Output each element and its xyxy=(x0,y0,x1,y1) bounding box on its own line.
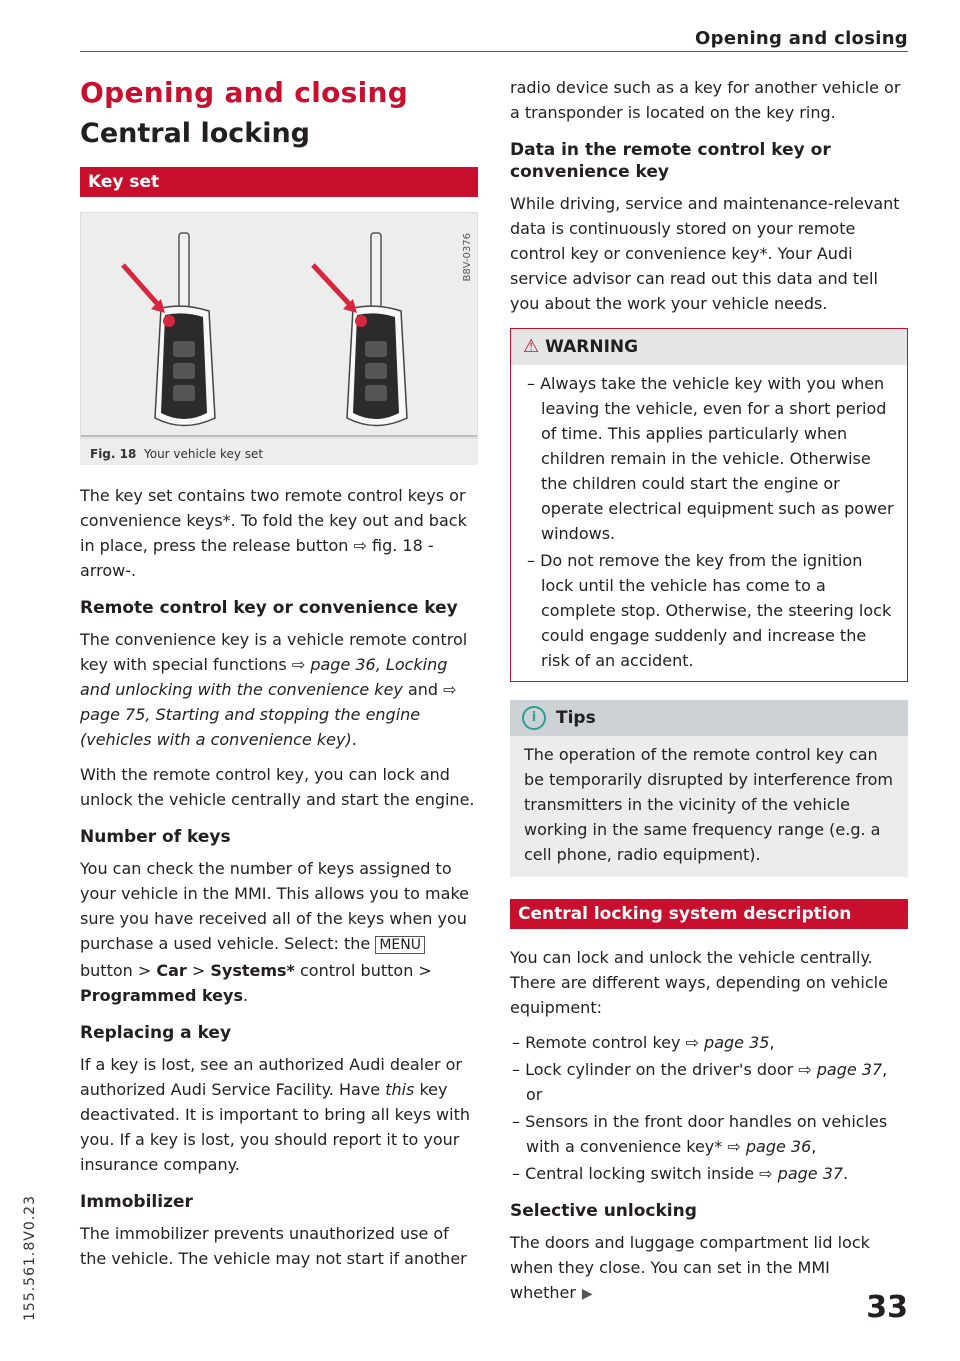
heading-data-in-key: Data in the remote control key or convenience key xyxy=(510,140,831,182)
arrow-right xyxy=(313,265,353,308)
heading-immobilizer: Immobilizer xyxy=(80,1192,193,1212)
list-item: – Lock cylinder on the driver's door ⇨ page 37, or xyxy=(512,1060,888,1104)
tips-body xyxy=(510,736,908,877)
paragraph-replacing-key: If a key is lost, see an authorized Audi dealer or authorized Audi Service Facility. Have this key deactivated. It is important to bring all keys with you. If a key is lost, you should report it to your insurance company. xyxy=(80,1055,470,1174)
warning-item: – Do not remove the key from the ignition lock until the vehicle has come to a complete stop. Otherwise, the steering lock could engage suddenly and increase the risk of an accident. xyxy=(527,551,892,670)
heading-selective-unlocking: Selective unlocking xyxy=(510,1201,697,1221)
paragraph-remote-lock: With the remote control key, you can lock and unlock the vehicle centrally and start the engine. xyxy=(80,765,475,809)
arrow-left xyxy=(123,265,161,308)
list-item: – Remote control key ⇨ page 35, xyxy=(512,1033,775,1052)
tips-header xyxy=(510,700,908,736)
paragraph-number-of-keys: You can check the number of keys assigned to your vehicle in the MMI. This allows you to make sure you have received all of the keys when you purchase a used vehicle. Select: the MENU button > Car > Systems* control button > Programmed keys. xyxy=(80,859,469,1005)
warning-triangle-icon: ⚠ xyxy=(523,336,540,357)
paragraph-data-in-key: While driving, service and maintenance-relevant data is continuously stored on your remote control key or convenience key*. Your Audi service advisor can read out this data and tell you about the work your vehicle needs. xyxy=(510,194,900,313)
warning-title: WARNING xyxy=(545,337,639,357)
tips-title: Tips xyxy=(556,708,596,728)
key-left xyxy=(155,233,215,426)
figure-label: Fig. 18 xyxy=(90,447,137,461)
warning-item: – Always take the vehicle key with you when leaving the vehicle, even for a short period of time. This applies particularly when children remain in the vehicle. Otherwise the children could start the engine or operate electrical equipment such as power windows. xyxy=(527,374,894,543)
info-icon: i xyxy=(522,706,546,730)
section-bar-central-locking: Central locking system description xyxy=(510,899,908,929)
paragraph-immobilizer: The immobilizer prevents unauthorized use of the vehicle. The vehicle may not start if another xyxy=(80,1224,467,1268)
heading-number-of-keys: Number of keys xyxy=(80,827,231,847)
page-number: 33 xyxy=(866,1290,908,1325)
chapter-title: Opening and closing xyxy=(80,76,409,109)
tips-text: The operation of the remote control key can be temporarily disrupted by interference from transmitters in the vicinity of the vehicle working in the same frequency range (e.g. a cell phone, radio equipment). xyxy=(524,745,893,864)
heading-remote-control-key: Remote control key or convenience key xyxy=(80,598,458,618)
paragraph-radio-device: radio device such as a key for another vehicle or a transponder is located on the key ring. xyxy=(510,78,901,122)
heading-replacing-key: Replacing a key xyxy=(80,1023,232,1043)
warning-box xyxy=(510,328,908,682)
header-rule xyxy=(80,51,908,52)
warning-header xyxy=(511,329,907,365)
figure-code: B8V-0376 xyxy=(462,233,473,282)
figure-caption xyxy=(80,439,478,465)
continue-arrow-icon: ▶ xyxy=(581,1286,593,1302)
running-head: Opening and closing xyxy=(695,28,908,49)
link-page-35[interactable]: ⇨ page 35 xyxy=(685,1033,770,1052)
warning-body xyxy=(511,365,907,681)
section-bar-key-set: Key set xyxy=(80,167,478,197)
key-right xyxy=(347,233,407,426)
figure-key-set xyxy=(80,212,478,439)
list-item: – Sensors in the front door handles on vehicles with a convenience key* ⇨ page 36, xyxy=(512,1112,888,1156)
menu-key: MENU xyxy=(375,936,425,954)
figure-caption-text: Your vehicle key set xyxy=(143,447,264,461)
paragraph-selective-unlocking: The doors and luggage compartment lid lock when they close. You can set in the MMI whether ▶ xyxy=(510,1233,870,1302)
paragraph-central-locking: You can lock and unlock the vehicle centrally. There are different ways, depending on vehicle equipment: xyxy=(510,948,888,1017)
locking-methods-list xyxy=(510,1030,908,1186)
link-page-36[interactable]: ⇨ page 36, Locking and unlocking with the convenience key xyxy=(80,655,448,699)
figure-image xyxy=(81,213,477,437)
side-document-code: 155.561.8V0.23 xyxy=(22,1195,38,1321)
right-column xyxy=(510,75,908,1317)
paragraph-key-set: The key set contains two remote control keys or convenience keys*. To fold the key out and back in place, press the release button ⇨ fig. 18 -arrow-. xyxy=(80,486,467,580)
tips-box xyxy=(510,700,908,877)
section-title: Central locking xyxy=(80,118,311,149)
paragraph-convenience-key: The convenience key is a vehicle remote control key with special functions ⇨ page 36, Locking and unlocking with the convenience key and ⇨ page 75, Starting and stopping the engine (vehicles with a convenience key). xyxy=(80,630,468,749)
link-page-36[interactable]: ⇨ page 36 xyxy=(727,1137,812,1156)
list-item: – Central locking switch inside ⇨ page 37. xyxy=(512,1164,849,1183)
link-page-37[interactable]: ⇨ page 37 xyxy=(759,1164,844,1183)
left-column xyxy=(80,75,478,1281)
link-page-37[interactable]: ⇨ page 37 xyxy=(798,1060,883,1079)
link-page-75[interactable]: ⇨ page 75, Starting and stopping the engine (vehicles with a convenience key) xyxy=(80,680,457,749)
key-set-illustration xyxy=(81,213,477,435)
